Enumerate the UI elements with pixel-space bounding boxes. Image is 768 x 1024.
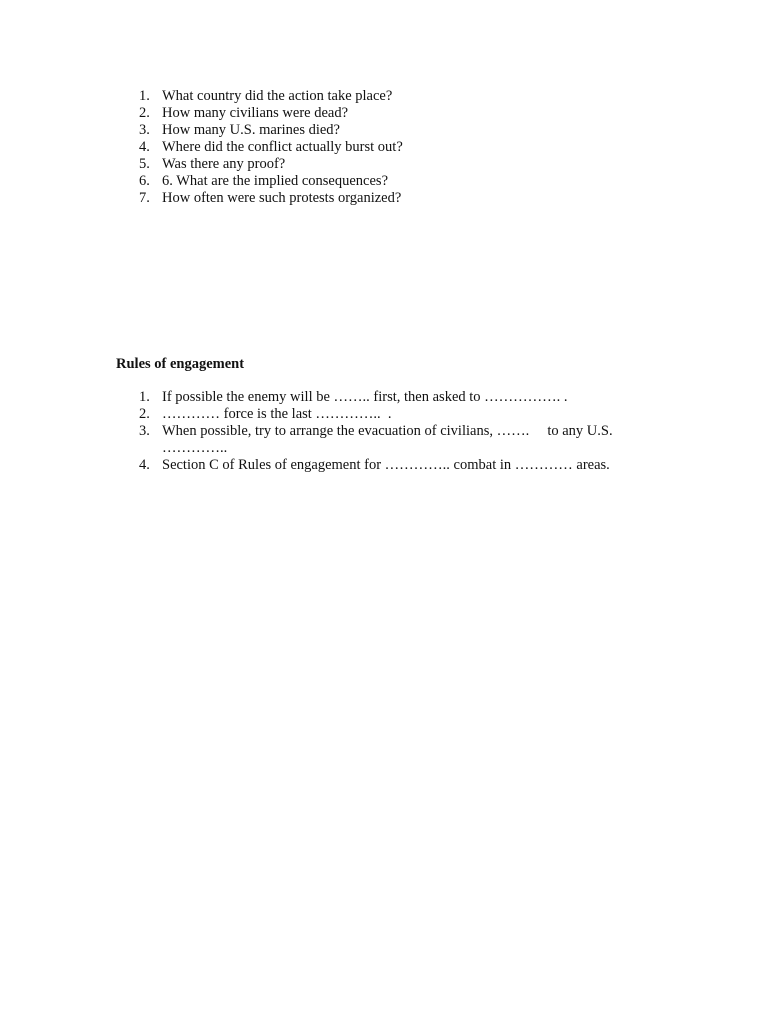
- item-text: How often were such protests organized?: [162, 190, 402, 206]
- rules-list: [0, 389, 652, 474]
- section-heading: Rules of engagement: [116, 356, 245, 372]
- list-item: [0, 88, 652, 105]
- item-number: 4.: [139, 139, 150, 155]
- item-text: Was there any proof?: [162, 156, 286, 172]
- item-number: 1.: [139, 389, 150, 405]
- questions-list: [0, 88, 652, 207]
- list-item: [0, 457, 652, 474]
- item-number: 2.: [139, 406, 150, 422]
- item-number: 5.: [139, 156, 150, 172]
- item-number: 4.: [139, 457, 150, 473]
- list-item: [0, 389, 652, 406]
- item-text: ………… force is the last ………….. .: [162, 406, 392, 422]
- list-item: [0, 406, 652, 423]
- item-text: Where did the conflict actually burst out?: [162, 139, 403, 155]
- item-text: When possible, try to arrange the evacuation of civilians, ……. to any U.S. …………..: [162, 423, 617, 456]
- item-number: 7.: [139, 190, 150, 206]
- item-text: What country did the action take place?: [162, 88, 393, 104]
- list-item: [0, 139, 652, 156]
- list-item: [0, 190, 652, 207]
- item-text: 6. What are the implied consequences?: [162, 173, 389, 189]
- item-text: If possible the enemy will be …….. first, then asked to ……………. .: [162, 389, 568, 405]
- item-text: Section C of Rules of engagement for ………….. combat in ………… areas.: [162, 457, 610, 473]
- item-number: 3.: [139, 423, 150, 439]
- list-item: [0, 423, 652, 457]
- list-item: [0, 173, 652, 190]
- item-text: How many U.S. marines died?: [162, 122, 340, 138]
- list-item: [0, 156, 652, 173]
- item-number: 1.: [139, 88, 150, 104]
- item-number: 6.: [139, 173, 150, 189]
- list-item: [0, 105, 652, 122]
- list-item: [0, 122, 652, 139]
- item-number: 2.: [139, 105, 150, 121]
- item-number: 3.: [139, 122, 150, 138]
- item-text: How many civilians were dead?: [162, 105, 349, 121]
